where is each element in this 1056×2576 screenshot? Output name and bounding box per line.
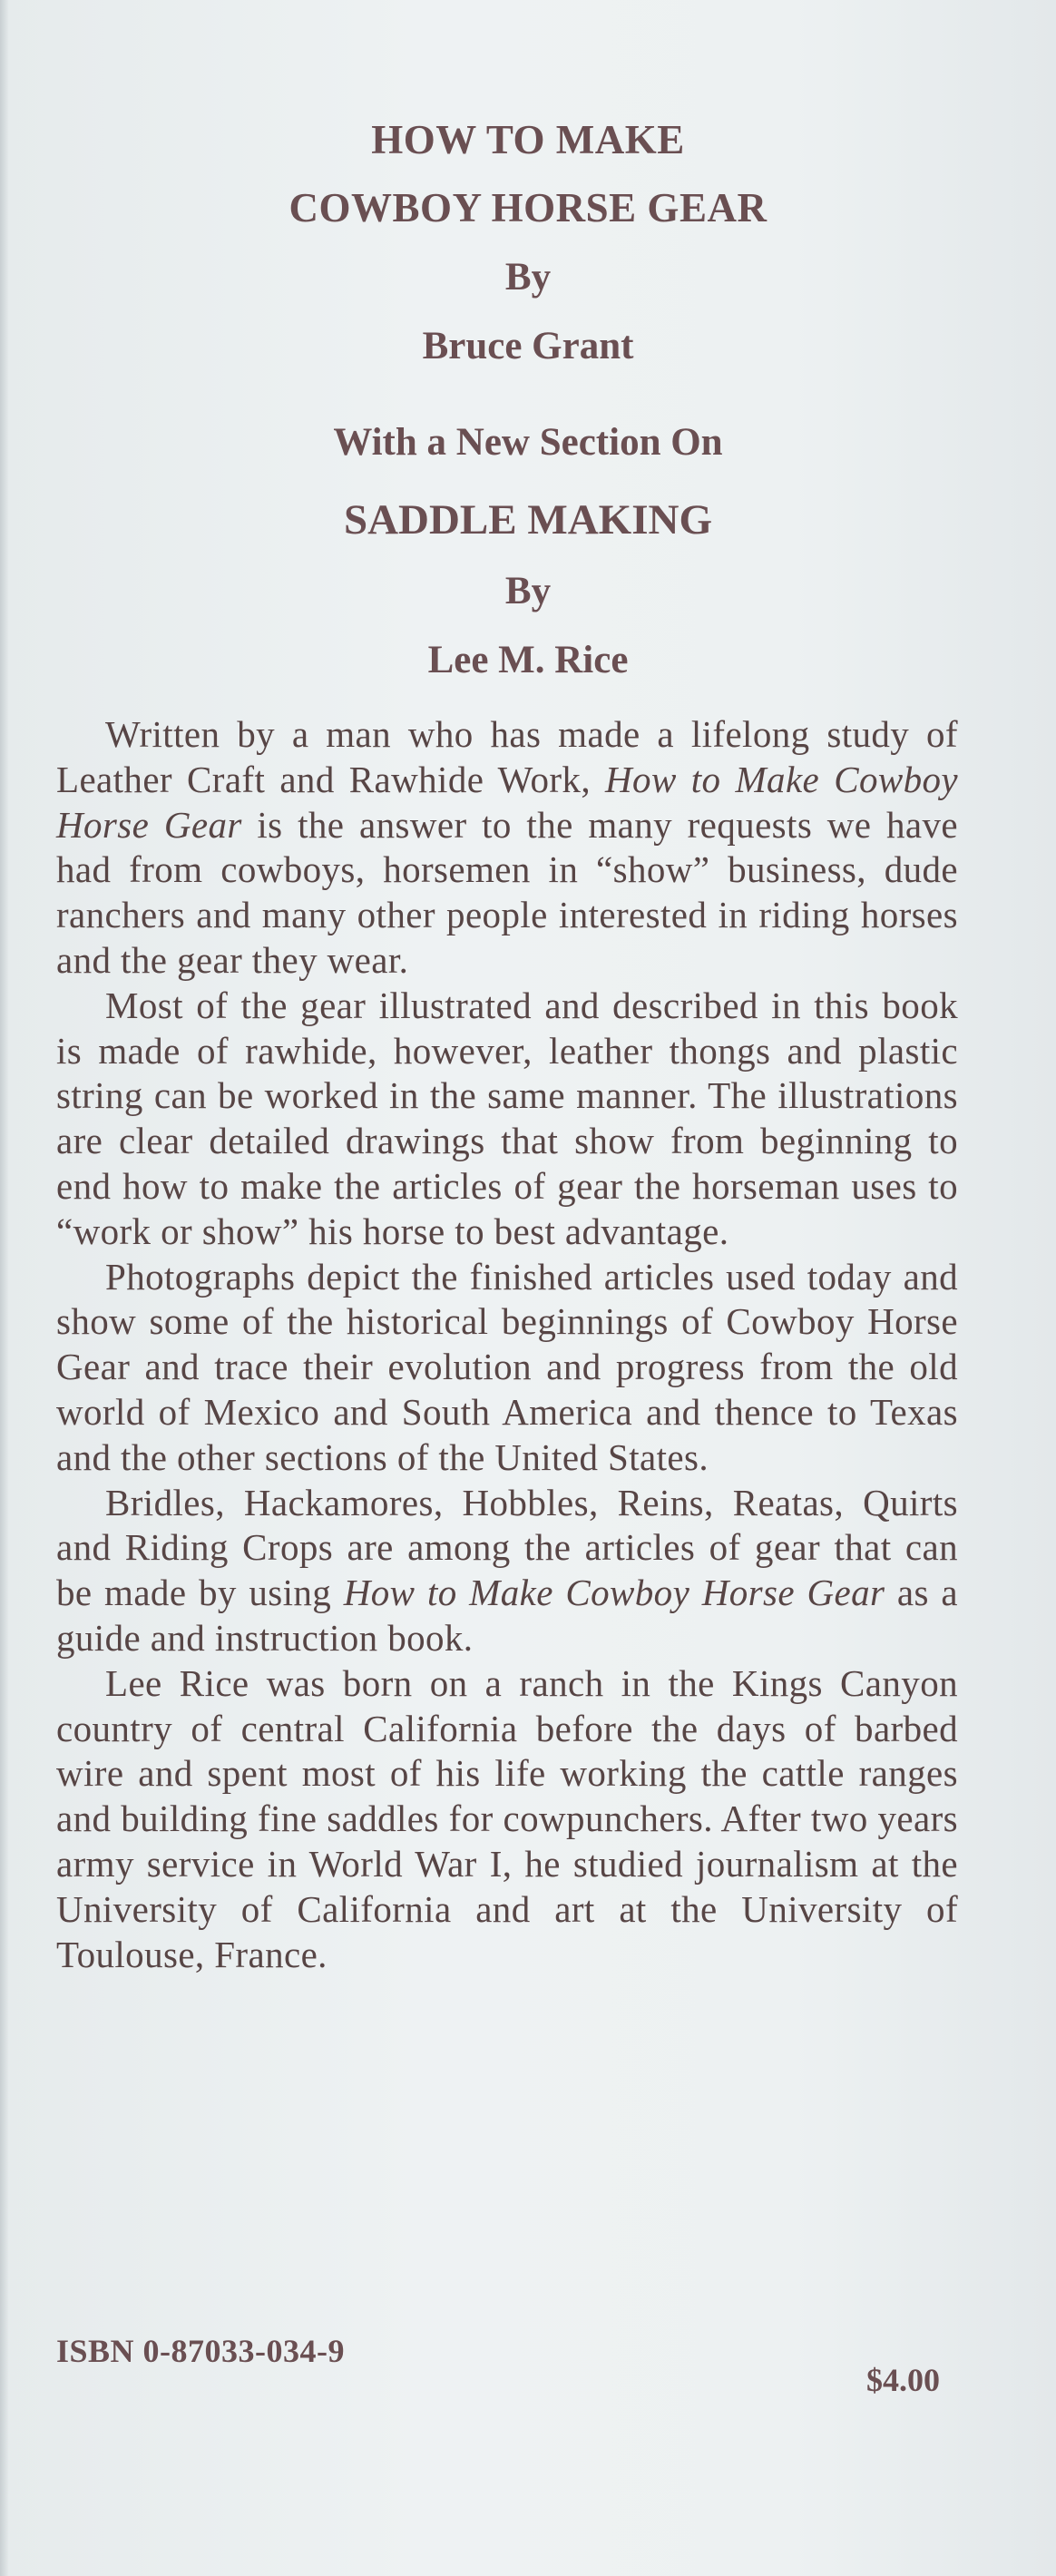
paragraph-1-text-a: Written by a man who has made a lifelong study of Leather Craft and Rawhide Work, <box>56 713 958 800</box>
page-edge-shadow <box>0 0 9 2576</box>
description-text <box>56 712 958 1977</box>
isbn-number: ISBN 0-87033-034-9 <box>56 2333 346 2369</box>
paragraph-2: Most of the gear illustrated and described in this book is made of rawhide, however, leather thongs and plastic string can be worked in the same manner. The illustrations are clear detailed drawings that show from beginning to end how to make the articles of gear the horseman uses to “work or show” his horse to best advantage. <box>56 984 958 1252</box>
book-title-line-1: HOW TO MAKE <box>371 117 685 162</box>
paragraph-1-text-b: is the answer to the many requests we have had from cowboys, horsemen in “show” business, dude ranchers and many other people interested in riding horses and the gear they wear. <box>56 803 959 981</box>
section-title: SADDLE MAKING <box>343 496 713 544</box>
author-name-1: Bruce Grant <box>422 325 634 367</box>
paragraph-1 <box>56 712 958 984</box>
author-name-2: Lee M. Rice <box>427 639 629 681</box>
paragraph-5: Lee Rice was born on a ranch in the Kings Canyon country of central California before the days of barbed wire and spent most of his life working the cattle ranges and building fine saddles for cowpunchers. After two years army service in World War I, he studied journalism at the University of California and art at the University of Toulouse, France. <box>56 1661 958 1975</box>
byline-by-1: By <box>504 256 552 299</box>
byline-by-2: By <box>504 570 552 612</box>
price-label: $4.00 <box>866 2362 940 2398</box>
book-title-line-2: COWBOY HORSE GEAR <box>288 185 768 230</box>
new-section-label: With a New Section On <box>333 421 723 464</box>
paragraph-4-text-b: as a guide and instruction book. <box>56 1572 958 1659</box>
paragraph-1-book-title: How to Make Cowboy Horse Gear <box>56 758 958 846</box>
paragraph-4-text-a: Bridles, Hackamores, Hobbles, Reins, Reatas, Quirts and Riding Crops are among the articles of gear that can be made by using <box>56 1481 958 1614</box>
paragraph-3: Photographs depict the finished articles used today and show some of the historical beginnings of Cowboy Horse Gear and trace their evolution and progress from the old world of Mexico and South America and thence to Texas and the other sections of the United States. <box>56 1255 958 1478</box>
paragraph-4 <box>56 1481 958 1661</box>
paragraph-4-book-title: How to Make Cowboy Horse Gear <box>343 1572 885 1614</box>
